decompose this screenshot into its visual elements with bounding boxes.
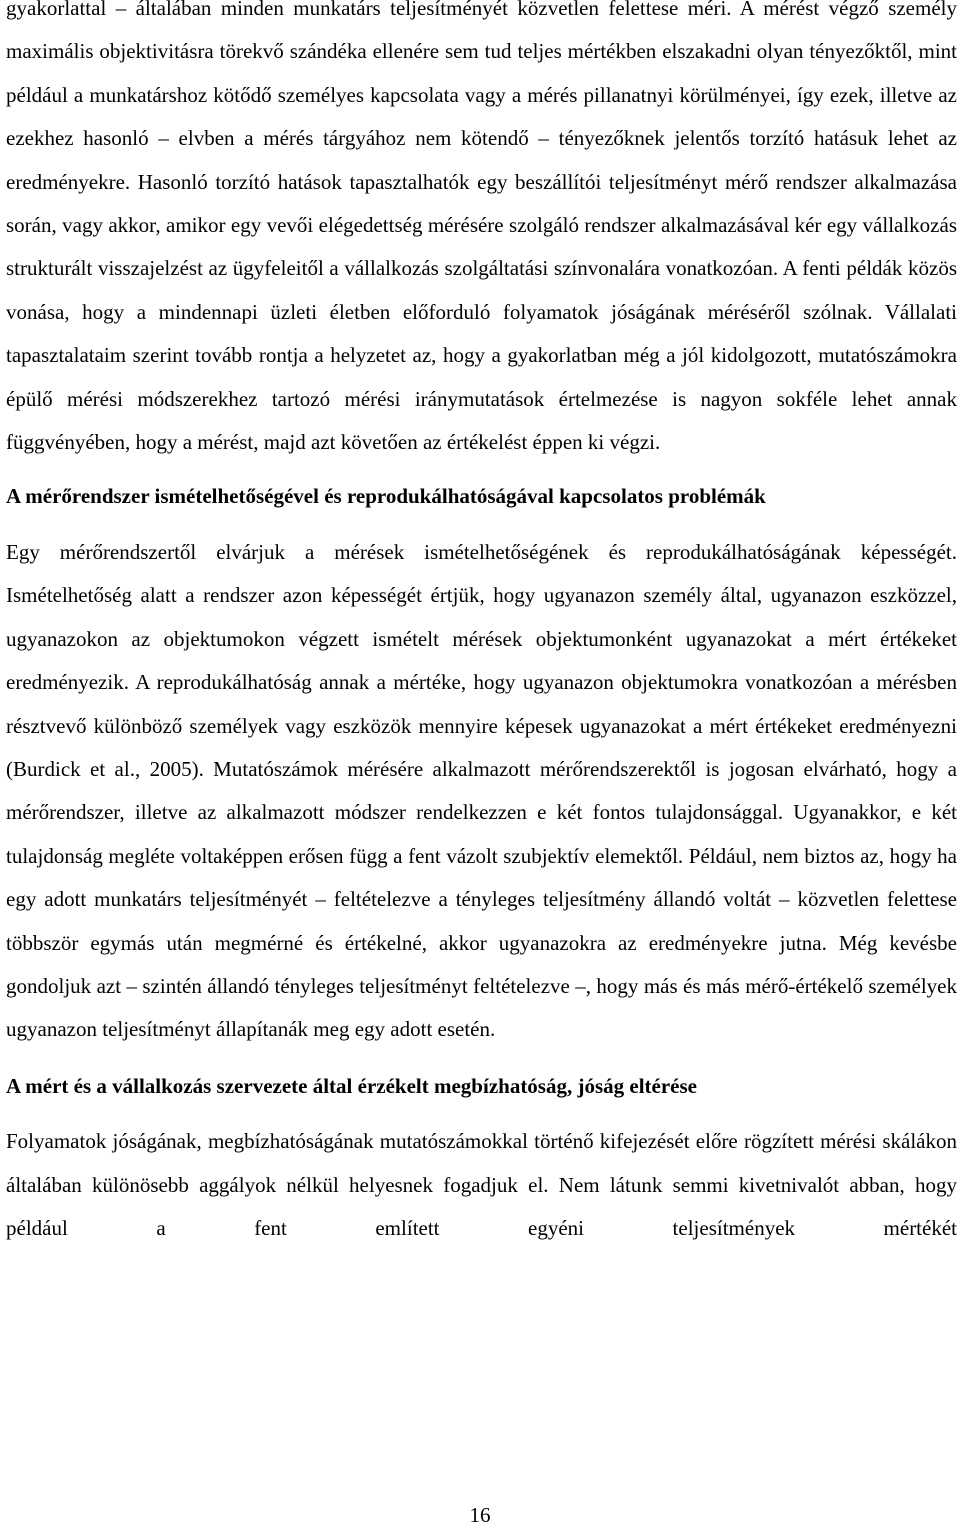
document-page (6, 0, 957, 1250)
body-paragraph: Egy mérőrendszertől elvárjuk a mérések ismételhetőségének és reprodukálhatóságának képességét. Ismételhetőség alatt a rendszer azon képességét értjük, hogy ugyanazon személy által, ugyanazon eszközzel, ugyanazokon az objektumokon végzett ismételt mérések objektumonként ugyanazokat a mért értékeket eredményezik. A reprodukálhatóság annak a mértéke, hogy ugyanazon objektumokra vonatkozóan a mérésben résztvevő különböző személyek vagy eszközök mennyire képesek ugyanazokat a mért értékeket eredményezni (Burdick et al., 2005). Mutatószámok mérésére alkalmazott mérőrendszerektől is jogosan elvárható, hogy a mérőrendszer, illetve az alkalmazott módszer rendelkezzen e két fontos tulajdonsággal. Ugyanakkor, e két tulajdonság megléte voltaképpen erősen függ a fent vázolt szubjektív elemektől. Például, nem biztos az, hogy ha egy adott munkatárs teljesítményét – feltételezve a tényleges teljesítmény állandó voltát – közvetlen felettese többször egymás után megmérné és értékelné, akkor ugyanazokra az eredményekre jutna. Még kevésbe gondoljuk azt – szintén állandó tényleges teljesítményt feltételezve –, hogy más és más mérő-értékelő személyek ugyanazon teljesítményt állapítanák meg egy adott esetén. (6, 539, 957, 1042)
page-number: 16 (469, 1503, 491, 1527)
section-heading: A mérőrendszer ismételhetőségével és reprodukálhatóságával kapcsolatos problémák (6, 484, 766, 509)
body-paragraph: Folyamatok jóságának, megbízhatóságának mutatószámokkal történő kifejezését előre rögzített mérési skálákon általában különösebb aggályok nélkül helyesnek fogadjuk el. Nem látunk semmi kivetnivalót abban, hogy például a fent említett egyéni teljesítmények mértékét (6, 1129, 957, 1240)
section-heading: A mért és a vállalkozás szervezete által érzékelt megbízhatóság, jóság eltérése (6, 1073, 698, 1098)
body-paragraph: gyakorlattal – általában minden munkatárs teljesítményét közvetlen felettese méri. A mérést végző személy maximális objektivitásra törekvő szándéka ellenére sem tud teljes mértékben elszakadni olyan tényezőktől, mint például a munkatárshoz kötődő személyes kapcsolata vagy a mérés pillanatnyi körülményei, így ezek, illetve az ezekhez hasonló – elvben a mérés tárgyához nem kötendő – tényezőknek jelentős torzító hatásuk lehet az eredményekre. Hasonló torzító hatások tapasztalhatók egy beszállítói teljesítményt mérő rendszer alkalmazása során, vagy akkor, amikor egy vevői elégedettség mérésére szolgáló rendszer alkalmazásával kér egy vállalkozás strukturált visszajelzést az ügyfeleitől a vállalkozás szolgáltatási színvonalára vonatkozóan. A fenti példák közös vonása, hogy a mindennapi üzleti életben előforduló folyamatok jóságának méréséről szólnak. Vállalati tapasztalataim szerint tovább rontja a helyzetet az, hogy a gyakorlatban még a jól kidolgozott, mutatószámokra épülő mérési módszerekhez tartozó mérési iránymutatások értelmezése is nagyon sokféle lehet annak függvényében, hogy a mérést, majd azt követően az értékelést éppen ki végzi. (6, 0, 957, 455)
